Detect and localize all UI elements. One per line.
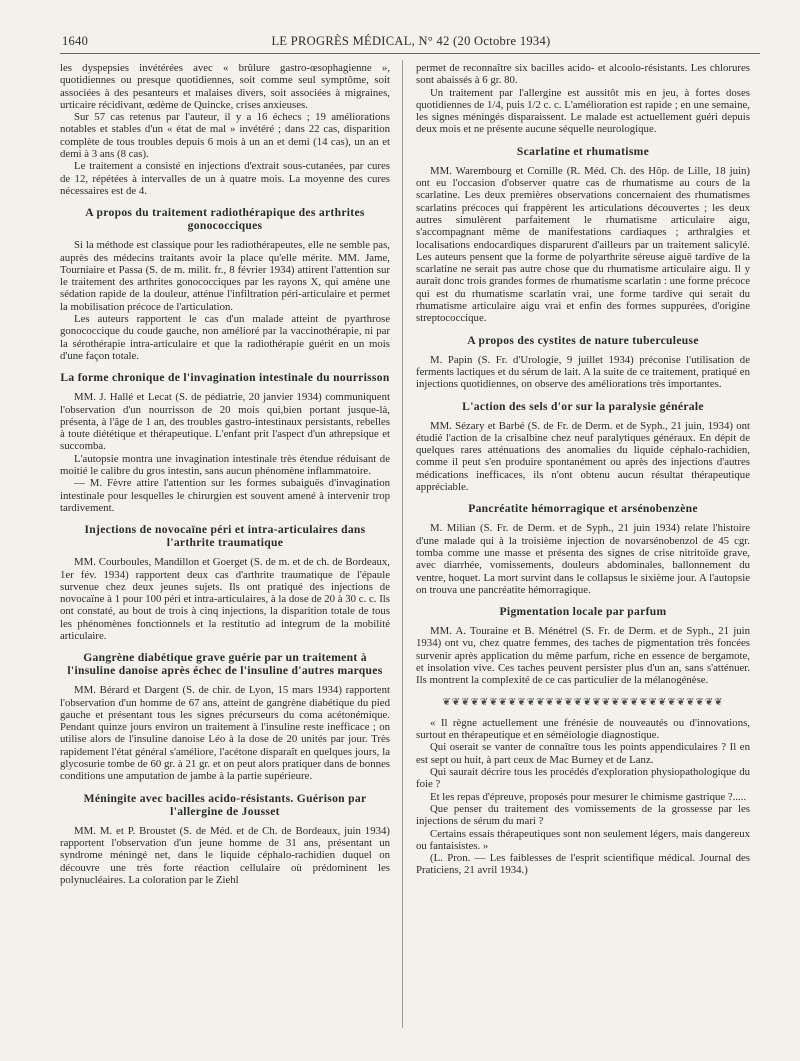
paragraph: Le traitement a consisté en injections d'extrait sous-cutanées, par cures de 12, répétées à intervalles de un à quatre mois. La moyenne des cures nécessaires est de 4. xyxy=(60,160,390,197)
paragraph: MM. Sézary et Barbé (S. de Fr. de Derm. et de Syph., 21 juin, 1934) ont étudié l'action de la crisalbine chez neuf paralytiques généraux. En dépit de quelques rares atténuations des anomalies du liquide céphalo-rachidien, comme il peut s'en produire spontanément ou après des injections d'autres médications inefficaces, ils n'ont obtenu aucun résultat thérapeutique appréciable. xyxy=(416,419,750,494)
section-heading: A propos du traitement radiothérapique des arthrites gonococciques xyxy=(85,206,365,233)
paragraph: MM. Bérard et Dargent (S. de chir. de Lyon, 15 mars 1934) rapportent l'observation d'un homme de 67 ans, atteint de gangrène diabétique du pied gauche et présentant tous les signes précurseurs du coma acétonémique. Pendant quinze jours environ un traitement à l'insuline reste inefficace ; on utilise alors de l'insuline danoise Léo à la dose de 20 unités par jour. Très rapidement l'état général s'améliore, l'acétone disparaît en quelques jours, la glycosurie tombe de 60 gr. à 21 gr. et on peut alors pratiquer dans de bonnes conditions une amputation de jambe à la partie supérieure. xyxy=(60,684,390,783)
paragraph: M. Milian (S. Fr. de Derm. et de Syph., 21 juin 1934) relate l'histoire d'une malade qui à la troisième injection de novarsénobenzol de 45 cgr. tomba comme une masse et présenta des signes de crise nitritoïde grave, avec diarrhée, vomissements, douleurs abdominales, ballonnement du ventre, hoquet. La mort survint dans le collapsus le sixième jour. A l'autopsie on trouva une pancréatite hémorragique. xyxy=(416,522,750,596)
paragraph: Si la méthode est classique pour les radiothérapeutes, elle ne semble pas, auprès des médecins traitants avoir la place qu'elle mérite. MM. Jame, Tourniaire et Passa (S. de m. milit. fr., 8 février 1934) attirent l'attention sur le traitement des arthrites gonococciques par les rayons X, qui amène une sédation rapide de la douleur, atténue l'infiltration péri-articulaire et permet la mobilisation précoce de l'articulation. xyxy=(60,239,390,313)
paragraph: L'autopsie montra une invagination intestinale très étendue réduisant de moitié le calibre du gros intestin, sans aucun phénomène inflammatoire. xyxy=(60,452,390,478)
section-heading: La forme chronique de l'invagination intestinale du nourrisson xyxy=(60,371,390,385)
quote-paragraph: « Il règne actuellement une frénésie de nouveautés ou d'innovations, surtout en thérapeutique et en séméiologie diagnostique. xyxy=(416,716,750,742)
paragraph: — M. Fèvre attire l'attention sur les formes subaiguës d'invagination intestinale pour lesquelles le chirurgien est souvent amené à intervenir trop tardivement. xyxy=(60,477,390,514)
paragraph: MM. M. et P. Broustet (S. de Méd. et de Ch. de Bordeaux, juin 1934) rapportent l'observation d'un jeune homme de 31 ans, présentant un syndrome méningé net, dans le liquide céphalo-rachidien duquel on découvre une très forte réaction cellulaire où prédominent les polynucléaires. La coloration par le Ziehl xyxy=(60,824,390,886)
section-heading: Scarlatine et rhumatisme xyxy=(516,144,650,158)
column-divider xyxy=(402,60,403,1028)
section-heading: Méningite avec bacilles acido-résistants. Guérison par l'allergine de Jousset xyxy=(83,791,367,818)
paragraph: permet de reconnaître six bacilles acido- et alcoolo-résistants. Les chlorures sont abaissés à 6 gr. 80. xyxy=(416,62,750,87)
paragraph: MM. J. Hallé et Lecat (S. de pédiatrie, 20 janvier 1934) communiquent l'observation d'un nourrisson de 20 mois qui,bien portant jusque-là, présenta, à l'âge de 1 an, des troubles gastro-intestinaux persistants, rebelles à toute diététique et thérapeutique. L'enfant prit l'aspect d'un athrepsique et succomba. xyxy=(60,391,390,453)
quote-paragraph: Que penser du traitement des vomissements de la grossesse par les injections de sérum du mari ? xyxy=(416,802,750,828)
ornament-divider: ❦❦❦❦❦❦❦❦❦❦❦❦❦❦❦❦❦❦❦❦❦❦❦❦❦❦❦❦❦❦ xyxy=(442,696,724,708)
quote-paragraph: Et les repas d'épreuve, proposés pour mesurer le chimisme gastrique ?..... xyxy=(430,790,747,803)
quote-paragraph: Qui saurait décrire tous les procédés d'exploration physiopathologique du foie ? xyxy=(416,766,750,791)
paragraph: Un traitement par l'allergine est aussitôt mis en jeu, à fortes doses quotidiennes de 1/4, puis 1/2 c. c. L'amélioration est rapide ; en une semaine, les signes méningés disparaissent. Le malade est actuellement guéri depuis deux mois et ne présente aucune séquelle neurologique. xyxy=(416,86,750,136)
paragraph: M. Papin (S. Fr. d'Urologie, 9 juillet 1934) préconise l'utilisation de ferments lactiques et du sérum de lait. A la suite de ce traitement, pratiqué en injections quotidiennes, on observe des améliorations très importantes. xyxy=(416,353,750,391)
header-rule xyxy=(60,53,760,54)
quote-paragraph: Certains essais thérapeutiques sont non seulement légers, mais dangereux ou fantaisistes. » xyxy=(416,827,750,852)
quote-source: (L. Pron. — Les faiblesses de l'esprit scientifique médical. Journal des Praticiens, 21 avril 1934.) xyxy=(416,852,750,877)
paragraph: MM. Warembourg et Cornille (R. Méd. Ch. des Hôp. de Lille, 18 juin) ont eu l'occasion d'observer quatre cas de rhumatisme au cours de la scarlatine. Les deux premières observations concernaient des rhumatismes scarlatins précoces qui frappèrent les articulations découvertes ; les deux autres simulèrent parfaitement le rhumatisme articulaire aigu, s'accompagnant même de manifestations cardiaques ; arthralgies et localisations endocardiques disparurent d'ailleurs par un traitement salicylé. Les auteurs pensent que la forme de polyarthrite séreuse aiguë tardive de la scarlatine ne serait pas autre chose que du rhumatisme articulaire aigu. Il y aurait donc trois grandes formes de rhumatisme scarlatin : une forme précoce qui est du rhumatisme scarlatin vrai, une forme tardive qui serait du rhumatisme articulaire aigu vrai et enfin des formes suppurées, d'origine streptococcique. xyxy=(416,164,750,325)
quote-paragraph: Qui oserait se vanter de connaître tous les points appendiculaires ? Il en est sept ou huit, à part ceux de Mac Burney et de Lanz. xyxy=(416,741,750,766)
paragraph: les dyspepsies invétérées avec « brûlure gastro-œsophagienne », quotidiennes ou presque quotidiennes, soit comme seul symptôme, soit associées à des pesanteurs et malaises divers, soit associées à migraines, urticaire récidivant, œdème de Quincke, crises anxieuses. xyxy=(60,62,390,111)
paragraph: Les auteurs rapportent le cas d'un malade atteint de pyarthrose gonococcique du coude gauche, non amélioré par la vaccinothérapie, ni par la sérothérapie intra-articulaire et que la radiothérapie guérit en un mois d'une façon totale. xyxy=(60,313,390,362)
page-number: 1640 xyxy=(62,34,89,48)
section-heading: Injections de novocaïne péri et intra-articulaires dans l'arthrite traumatique xyxy=(84,523,366,550)
running-title: LE PROGRÈS MÉDICAL, N° 42 (20 Octobre 1934) xyxy=(271,34,551,48)
quotation-block xyxy=(416,717,750,877)
right-column xyxy=(416,62,750,877)
section-heading: Pancréatite hémorragique et arsénobenzène xyxy=(468,502,698,516)
section-heading: Pigmentation locale par parfum xyxy=(499,605,667,619)
left-column xyxy=(60,62,390,886)
section-heading: A propos des cystites de nature tuberculeuse xyxy=(467,333,699,347)
section-heading: L'action des sels d'or sur la paralysie générale xyxy=(462,399,704,413)
section-heading: Gangrène diabétique grave guérie par un traitement à l'insuline danoise après échec de l'insuline d'autres marques xyxy=(67,651,383,678)
paragraph: MM. A. Touraine et B. Ménétrel (S. Fr. de Derm. et de Syph., 21 juin 1934) ont vu, chez quatre femmes, des taches de pigmentation très foncées survenir après application du même parfum, riche en essence de bergamote, et insolation vive. Ces taches peuvent persister plus d'un an, sans s'atténuer. Ils montrent la complexité de ce cas particulier de la mélanogénèse. xyxy=(416,625,750,687)
paragraph: MM. Courboules, Mandillon et Goerget (S. de m. et de ch. de Bordeaux, 1er fév. 1934) rapportent deux cas d'arthrite traumatique de l'épaule survenue chez deux jeunes sujets. Ils ont pratiqué des injections de novocaïne à 1 pour 100 péri et intra-articulaires, à la dose de 20 à 30 c. c. Ils ont constaté, au bout de trois à cinq injections, la disparition totale de tous les phénomènes fonctionnels et la restitutio ad integrum de la mobilité articulaire. xyxy=(60,556,390,642)
paragraph: Sur 57 cas retenus par l'auteur, il y a 16 échecs ; 19 améliorations notables et stables d'un « état de mal » invétéré ; dans 22 cas, disparition complète de tous troubles depuis 6 mois à un an et demi (14 cas), un an et demi à 3 ans (8 cas). xyxy=(60,111,390,161)
